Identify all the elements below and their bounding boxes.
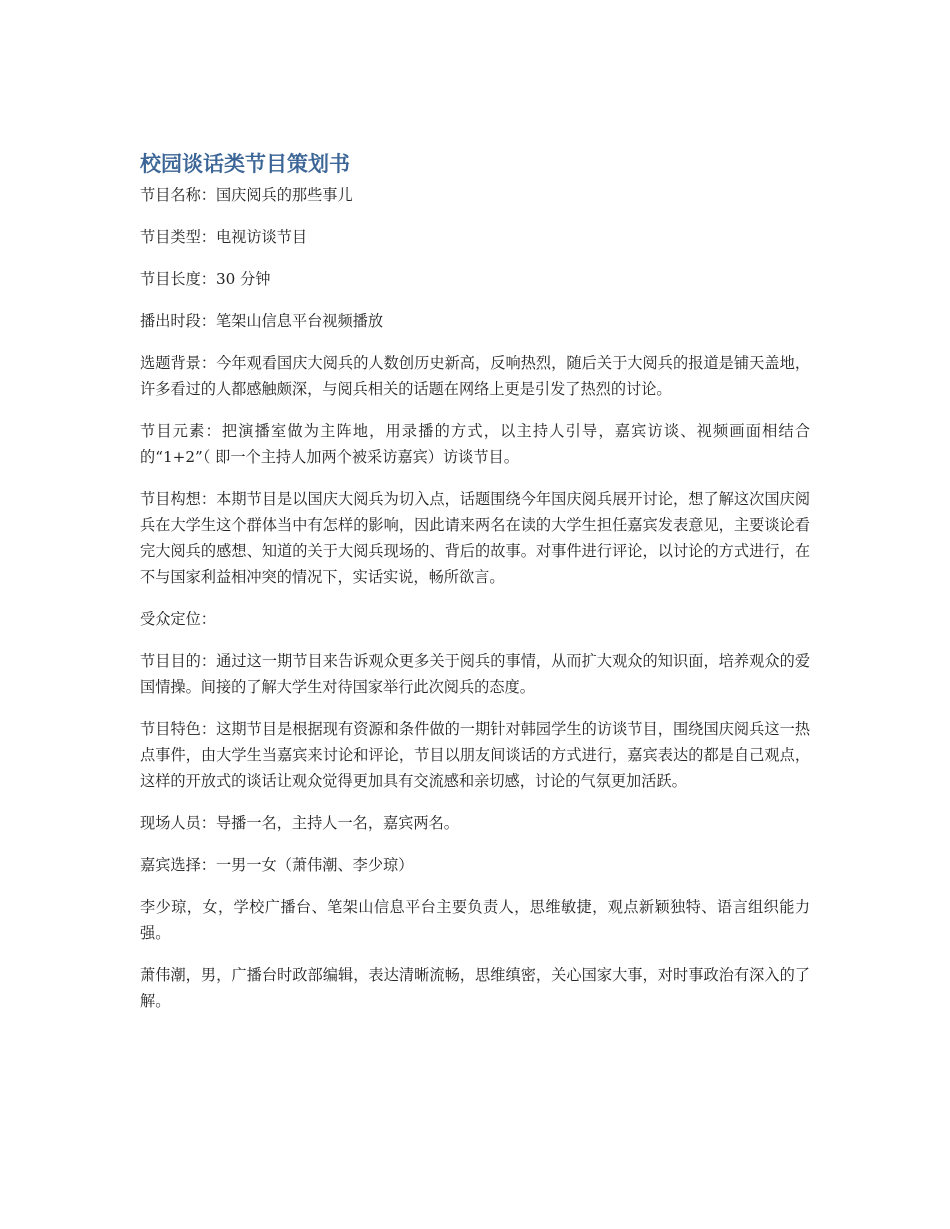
document-page (140, 150, 810, 1014)
paragraph-guest-xiao: 萧伟潮，男，广播台时政部编辑，表达清晰流畅，思维缜密，关心国家大事，对时事政治有深入的了解。 (140, 966, 810, 1010)
paragraph-audience: 受众定位： (140, 610, 216, 628)
paragraph-broadcast-slot: 播出时段：笔架山信息平台视频播放 (140, 312, 383, 330)
paragraph-guest-li: 李少琼，女，学校广播台、笔架山信息平台主要负责人，思维敏捷，观点新颖独特、语言组织能力强。 (140, 898, 810, 942)
paragraph-program-type: 节目类型：电视访谈节目 (140, 228, 308, 246)
paragraph-program-concept: 节目构想：本期节目是以国庆大阅兵为切入点，话题围绕今年国庆阅兵展开讨论，想了解这次国庆阅兵在大学生这个群体当中有怎样的影响，因此请来两名在读的大学生担任嘉宾发表意见，主要谈论看完大阅兵的感想、知道的关于大阅兵现场的、背后的故事。对事件进行评论，以讨论的方式进行，在不与国家利益相冲突的情况下，实话实说，畅所欲言。 (140, 490, 810, 586)
paragraph-guest-selection: 嘉宾选择：一男一女（萧伟潮、李少琼） (140, 856, 414, 874)
paragraph-topic-background: 选题背景：今年观看国庆大阅兵的人数创历史新高，反响热烈，随后关于大阅兵的报道是铺天盖地，许多看过的人都感触颇深，与阅兵相关的话题在网络上更是引发了热烈的讨论。 (140, 354, 810, 398)
paragraph-onsite-staff: 现场人员：导播一名，主持人一名，嘉宾两名。 (140, 814, 459, 832)
document-title: 校园谈话类节目策划书 (140, 152, 350, 176)
paragraph-program-purpose: 节目目的：通过这一期节目来告诉观众更多关于阅兵的事情，从而扩大观众的知识面，培养观众的爱国情操。间接的了解大学生对待国家举行此次阅兵的态度。 (140, 652, 810, 696)
paragraph-program-elements: 节目元素：把演播室做为主阵地，用录播的方式，以主持人引导，嘉宾访谈、视频画面相结合的“1+2”（ 即一个主持人加两个被采访嘉宾）访谈节目。 (140, 422, 810, 466)
paragraph-program-length: 节目长度：30 分钟 (140, 270, 271, 288)
paragraph-program-name: 节目名称：国庆阅兵的那些事儿 (140, 186, 353, 204)
paragraph-program-features: 节目特色：这期节目是根据现有资源和条件做的一期针对韩园学生的访谈节目，围绕国庆阅兵这一热点事件，由大学生当嘉宾来讨论和评论，节目以朋友间谈话的方式进行，嘉宾表达的都是自己观点，这样的开放式的谈话让观众觉得更加具有交流感和亲切感，讨论的气氛更加活跃。 (140, 720, 810, 790)
